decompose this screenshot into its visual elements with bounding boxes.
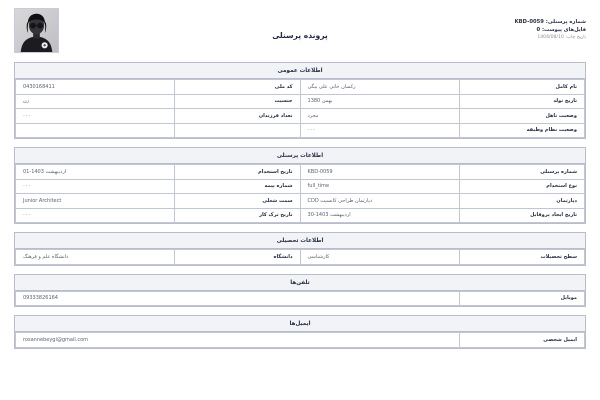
section-caption-education: اطلاعات تحصیلی xyxy=(15,233,585,249)
section-caption-personnel: اطلاعات پرسنلی xyxy=(15,148,585,164)
section-personnel-information xyxy=(14,147,586,224)
table-row xyxy=(16,165,585,180)
table-row xyxy=(16,179,585,194)
field-value-hire-date: اردیبهشت 1403-01 xyxy=(16,165,175,180)
table-row xyxy=(16,109,585,124)
emails-table xyxy=(15,316,585,348)
field-value-marital-status: مجرد xyxy=(300,109,459,124)
field-label-education-level: سطح تحصیلات xyxy=(459,250,584,265)
field-label-profile-created-date: تاریخ ایجاد پروفایل xyxy=(459,208,584,223)
field-value-children-count: --- xyxy=(16,109,175,124)
field-value-university: دانشگاه علم و فرهنگ xyxy=(16,250,175,265)
field-value-empty xyxy=(16,123,175,138)
field-value-department: دپارتمان طراحی کانسپت CDD xyxy=(300,194,459,209)
field-label-insurance-number: شماره بیمه xyxy=(175,179,300,194)
page-title: پرونده پرسنلی xyxy=(272,31,328,40)
field-value-gender: زن xyxy=(16,94,175,109)
section-education-information xyxy=(14,232,586,266)
field-label-department: دپارتمان xyxy=(459,194,584,209)
section-phones xyxy=(14,274,586,308)
field-value-birth-date: بهمن 1380 xyxy=(300,94,459,109)
field-label-full-name: نام کامل xyxy=(459,80,584,95)
field-value-full-name: رکسان خانی علی بیگی xyxy=(300,80,459,95)
meta-personnel-number: شماره پرسنلی: KBD-0059 xyxy=(514,19,586,25)
field-label-personal-email: ایمیل شخصی xyxy=(459,333,584,348)
personnel-information-table xyxy=(15,148,585,223)
field-value-employment-type: full_time xyxy=(300,179,459,194)
field-value-job-title: Junior Architect xyxy=(16,194,175,209)
education-information-table xyxy=(15,233,585,265)
table-row xyxy=(16,94,585,109)
general-information-table xyxy=(15,63,585,138)
field-label-national-code: کد ملی xyxy=(175,80,300,95)
field-value-profile-created-date: اردیبهشت 1403-30 xyxy=(300,208,459,223)
meta-attachments-count: فایل‌های پیوست: 0 xyxy=(536,27,586,34)
table-row xyxy=(16,194,585,209)
field-label-personnel-number: شماره پرسنلی xyxy=(459,165,584,180)
table-row xyxy=(16,291,585,306)
table-row xyxy=(16,333,585,348)
field-label-birth-date: تاریخ تولد xyxy=(459,94,584,109)
field-label-marital-status: وضعیت تاهل xyxy=(459,109,584,124)
field-value-military-status: --- xyxy=(300,123,459,138)
employee-photo xyxy=(14,8,59,53)
field-label-hire-date: تاریخ استخدام xyxy=(175,165,300,180)
section-general-information xyxy=(14,62,586,139)
meta-print-date: تاریخ چاپ: 1404/08/10 xyxy=(537,35,586,41)
section-caption-general: اطلاعات عمومی xyxy=(15,63,585,79)
field-value-personnel-number: KBD-0059 xyxy=(300,165,459,180)
field-value-national-code: 0430168411 xyxy=(16,80,175,95)
field-label-empty xyxy=(175,123,300,138)
table-row xyxy=(16,123,585,138)
field-label-children-count: تعداد فرزندان xyxy=(175,109,300,124)
field-label-university: دانشگاه xyxy=(175,250,300,265)
phones-table xyxy=(15,275,585,307)
field-value-education-level: کارشناسی xyxy=(300,250,459,265)
section-emails xyxy=(14,315,586,349)
field-value-termination-date: --- xyxy=(16,208,175,223)
table-row xyxy=(16,80,585,95)
table-row xyxy=(16,250,585,265)
field-label-termination-date: تاریخ ترک کار xyxy=(175,208,300,223)
section-caption-phones: تلفن‌ها xyxy=(15,275,585,291)
page-header xyxy=(0,0,600,62)
field-label-mobile: موبایل xyxy=(459,291,584,306)
field-label-job-title: سمت شغلی xyxy=(175,194,300,209)
field-label-employment-type: نوع استخدام xyxy=(459,179,584,194)
section-caption-emails: ایمیل‌ها xyxy=(15,316,585,332)
table-row xyxy=(16,208,585,223)
field-label-gender: جنسیت xyxy=(175,94,300,109)
field-value-insurance-number: --- xyxy=(16,179,175,194)
field-label-military-status: وضعیت نظام وظیفه xyxy=(459,123,584,138)
field-value-mobile: 09333826164 xyxy=(16,291,460,306)
portrait-graphic xyxy=(15,9,58,52)
field-value-personal-email: rosannebeygi@gmail.com xyxy=(16,333,460,348)
